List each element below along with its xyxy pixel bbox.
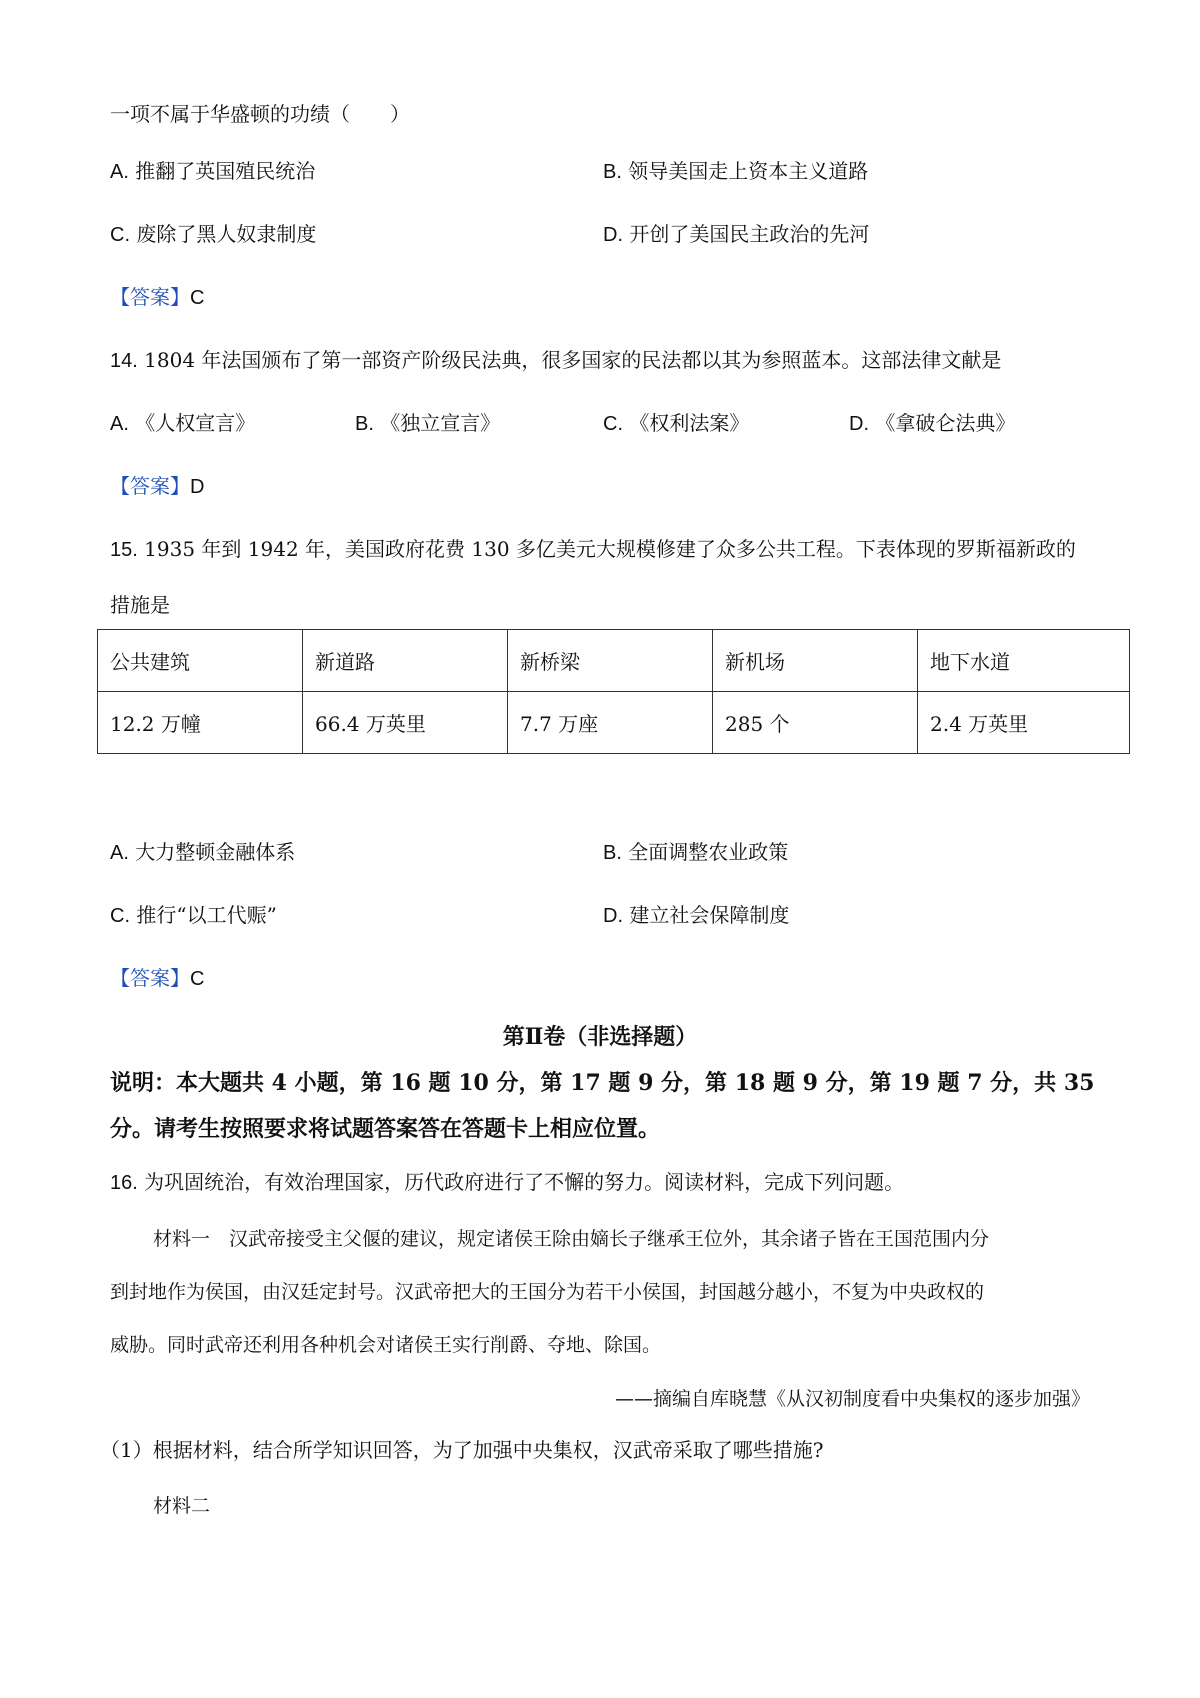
table-cell: 公共建筑 <box>98 630 303 692</box>
q14-option-d[interactable]: D. 《拿破仑法典》 <box>849 411 1016 435</box>
table-cell: 新机场 <box>713 630 918 692</box>
q16-material1-line1: 材料一 汉武帝接受主父偃的建议，规定诸侯王除由嫡长子继承王位外，其余诸子皆在王国范围内分 <box>153 1228 990 1250</box>
q15-data-table <box>97 629 1130 754</box>
table-cell: 地下水道 <box>918 630 1130 692</box>
table-cell: 12.2 万幢 <box>98 692 303 754</box>
q13-answer: 【答案】C <box>110 285 205 309</box>
table-cell: 66.4 万英里 <box>303 692 508 754</box>
table-cell: 新桥梁 <box>508 630 713 692</box>
q14-option-b[interactable]: B. 《独立宣言》 <box>355 411 501 435</box>
q13-option-b[interactable]: B. 领导美国走上资本主义道路 <box>603 159 869 183</box>
q16-material1-line2: 到封地作为侯国，由汉廷定封号。汉武帝把大的王国分为若干小侯国，封国越分越小，不复为中央政权的 <box>110 1281 985 1303</box>
q13-option-a[interactable]: A. 推翻了英国殖民统治 <box>110 159 316 183</box>
table-cell: 2.4 万英里 <box>918 692 1130 754</box>
q16-material2-label: 材料二 <box>153 1495 211 1517</box>
table-cell: 285 个 <box>713 692 918 754</box>
q14-option-a[interactable]: A. 《人权宣言》 <box>110 411 256 435</box>
table-header-row <box>98 630 1130 692</box>
q13-stem: 一项不属于华盛顿的功绩（ ） <box>110 102 410 126</box>
q16-source1: ——摘编自库晓慧《从汉初制度看中央集权的逐步加强》 <box>614 1388 1090 1410</box>
q15-stem-line2: 措施是 <box>110 593 170 617</box>
q14-option-c[interactable]: C. 《权利法案》 <box>603 411 750 435</box>
q15-option-d[interactable]: D. 建立社会保障制度 <box>603 903 790 927</box>
q13-option-d[interactable]: D. 开创了美国民主政治的先河 <box>603 222 870 246</box>
section2-title: 第Ⅱ卷（非选择题） <box>502 1024 698 1050</box>
table-row <box>98 692 1130 754</box>
table-cell: 7.7 万座 <box>508 692 713 754</box>
q13-option-c[interactable]: C. 废除了黑人奴隶制度 <box>110 222 317 246</box>
q14-answer: 【答案】D <box>110 474 205 498</box>
q14-stem: 14. 1804 年法国颁布了第一部资产阶级民法典，很多国家的民法都以其为参照蓝本。这部法律文献是 <box>110 348 1002 372</box>
q15-answer: 【答案】C <box>110 966 205 990</box>
table-cell: 新道路 <box>303 630 508 692</box>
section2-desc-line1: 说明：本大题共 4 小题，第 16 题 10 分，第 17 题 9 分，第 18 题 9 分，第 19 题 7 分，共 35 <box>110 1070 1095 1096</box>
q15-option-b[interactable]: B. 全面调整农业政策 <box>603 840 789 864</box>
q15-option-a[interactable]: A. 大力整顿金融体系 <box>110 840 296 864</box>
q15-option-c[interactable]: C. 推行“以工代赈” <box>110 903 277 927</box>
q16-stem: 16. 为巩固统治，有效治理国家，历代政府进行了不懈的努力。阅读材料，完成下列问题。 <box>110 1170 905 1194</box>
q16-subquestion1: （1）根据材料，结合所学知识回答，为了加强中央集权，汉武帝采取了哪些措施? <box>100 1438 824 1462</box>
q16-material1-line3: 威胁。同时武帝还利用各种机会对诸侯王实行削爵、夺地、除国。 <box>110 1334 662 1356</box>
q15-stem-line1: 15. 1935 年到 1942 年，美国政府花费 130 多亿美元大规模修建了众多公共工程。下表体现的罗斯福新政的 <box>110 537 1076 561</box>
section2-desc-line2: 分。请考生按照要求将试题答案答在答题卡上相应位置。 <box>110 1116 661 1142</box>
